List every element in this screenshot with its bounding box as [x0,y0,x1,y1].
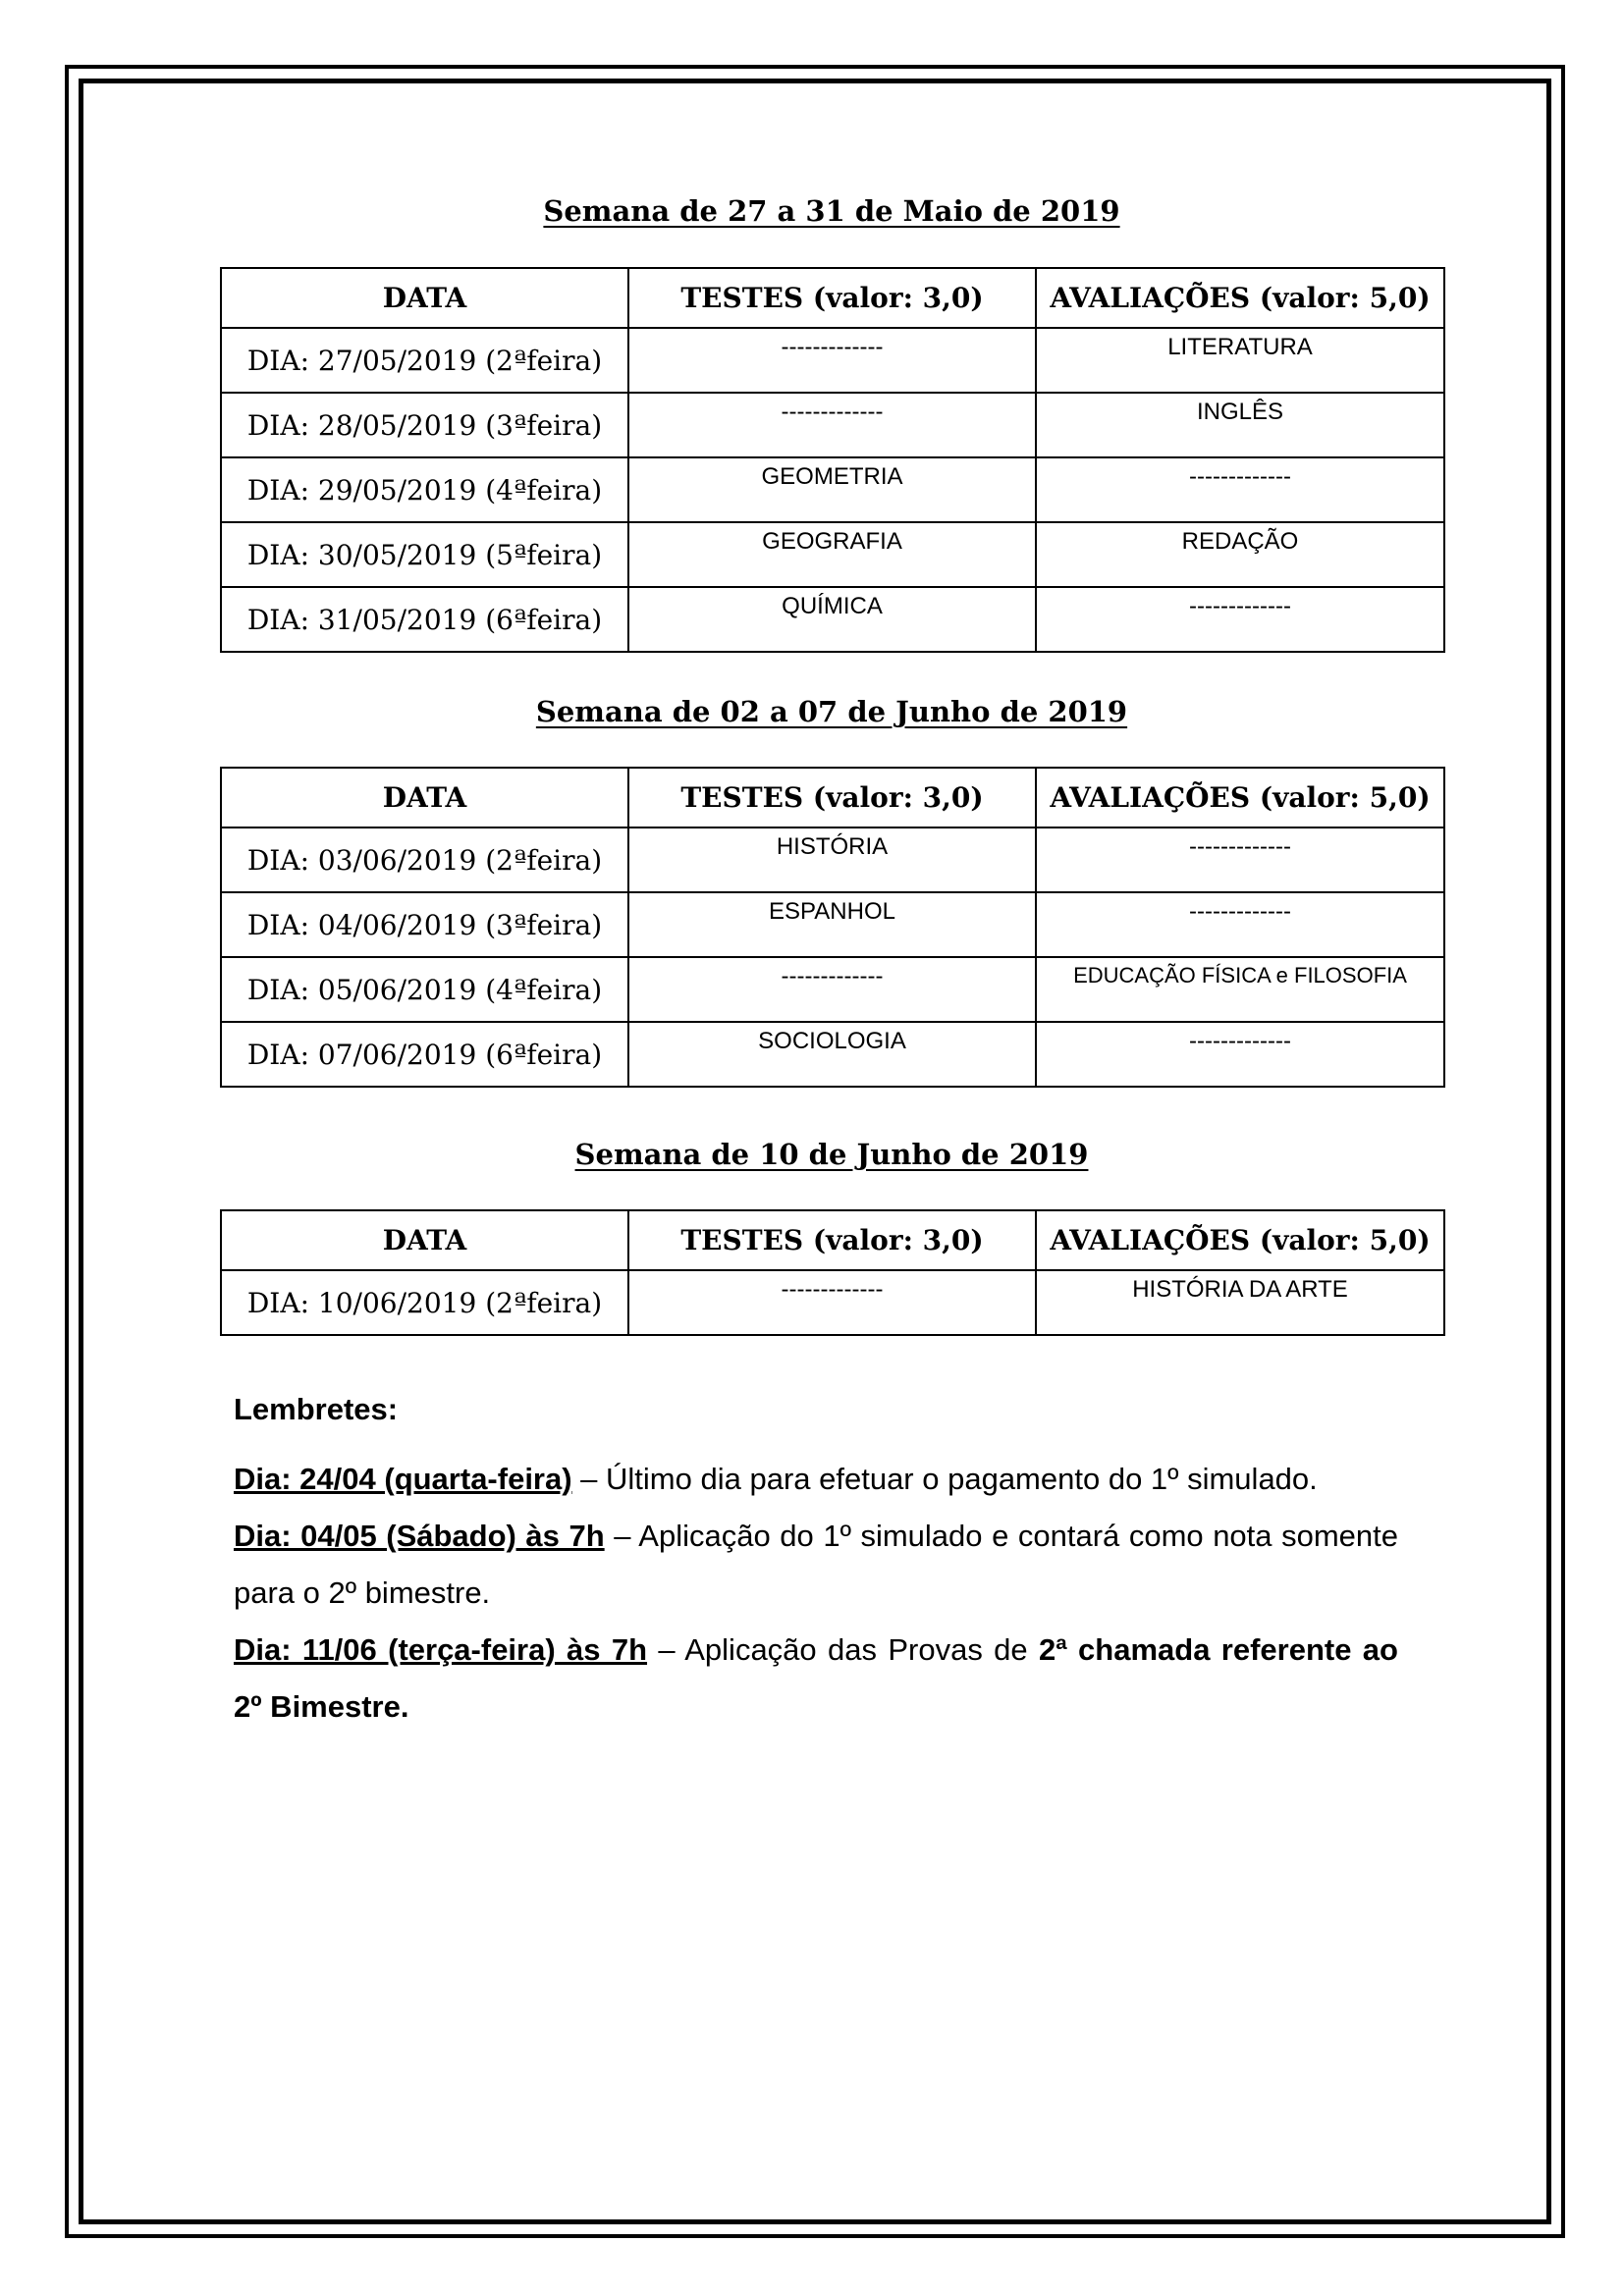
table-row [221,587,1444,652]
teste-cell: ------------- [628,957,1036,1022]
header-data: DATA [221,268,628,328]
teste-cell: ------------- [628,328,1036,393]
table-row [221,328,1444,393]
schedule-table-week-2 [220,767,1445,1088]
table-row [221,393,1444,457]
reminder-text: – Aplicação das Provas de [647,1632,1039,1667]
reminders-section [234,1392,1398,1735]
avaliacao-cell: EDUCAÇÃO FÍSICA e FILOSOFIA [1036,957,1444,1022]
table-row [221,1270,1444,1335]
header-testes: TESTES (valor: 3,0) [628,1210,1036,1270]
reminder-date-label: Dia: 24/04 (quarta-feira) [234,1462,572,1496]
reminder-text: – Último dia para efetuar o pagamento do 1º simulado. [571,1462,1318,1496]
date-cell: DIA: 31/05/2019 (6ªfeira) [221,587,628,652]
reminder-bold-text: 2ª chamada referente ao 2º Bimestre. [234,1632,1398,1724]
table-header-row [221,268,1444,328]
teste-cell: GEOGRAFIA [628,522,1036,587]
teste-cell: ------------- [628,1270,1036,1335]
avaliacao-cell: ------------- [1036,1022,1444,1087]
week-title-2: Semana de 02 a 07 de Junho de 2019 [535,695,1128,728]
date-cell: DIA: 28/05/2019 (3ªfeira) [221,393,628,457]
teste-cell: HISTÓRIA [628,828,1036,892]
teste-cell: QUÍMICA [628,587,1036,652]
reminder-text: – Aplicação do 1º simulado e contará como nota somente para o 2º bimestre. [234,1519,1398,1610]
teste-cell: SOCIOLOGIA [628,1022,1036,1087]
week-title-1: Semana de 27 a 31 de Maio de 2019 [543,194,1120,228]
table-row [221,957,1444,1022]
date-cell: DIA: 05/06/2019 (4ªfeira) [221,957,628,1022]
avaliacao-cell: INGLÊS [1036,393,1444,457]
header-testes: TESTES (valor: 3,0) [628,768,1036,828]
header-data: DATA [221,1210,628,1270]
teste-cell: ESPANHOL [628,892,1036,957]
date-cell: DIA: 29/05/2019 (4ªfeira) [221,457,628,522]
header-avaliacoes: AVALIAÇÕES (valor: 5,0) [1036,768,1444,828]
header-avaliacoes: AVALIAÇÕES (valor: 5,0) [1036,268,1444,328]
avaliacao-cell: ------------- [1036,892,1444,957]
reminder-item [234,1622,1398,1735]
table-row [221,892,1444,957]
date-cell: DIA: 04/06/2019 (3ªfeira) [221,892,628,957]
reminder-item [234,1451,1398,1508]
teste-cell: ------------- [628,393,1036,457]
week-title-3: Semana de 10 de Junho de 2019 [574,1138,1089,1171]
avaliacao-cell: ------------- [1036,457,1444,522]
reminder-date-label: Dia: 04/05 (Sábado) às 7h [234,1519,605,1553]
avaliacao-cell: LITERATURA [1036,328,1444,393]
date-cell: DIA: 03/06/2019 (2ªfeira) [221,828,628,892]
reminder-item [234,1508,1398,1622]
date-cell: DIA: 07/06/2019 (6ªfeira) [221,1022,628,1087]
schedule-table-week-1 [220,267,1445,653]
table-header-row [221,1210,1444,1270]
teste-cell: GEOMETRIA [628,457,1036,522]
table-row [221,1022,1444,1087]
header-data: DATA [221,768,628,828]
table-header-row [221,768,1444,828]
reminders-title: Lembretes: [234,1392,399,1426]
date-cell: DIA: 30/05/2019 (5ªfeira) [221,522,628,587]
header-testes: TESTES (valor: 3,0) [628,268,1036,328]
reminder-date-label: Dia: 11/06 (terça-feira) às 7h [234,1632,648,1667]
avaliacao-cell: HISTÓRIA DA ARTE [1036,1270,1444,1335]
date-cell: DIA: 27/05/2019 (2ªfeira) [221,328,628,393]
table-row [221,457,1444,522]
header-avaliacoes: AVALIAÇÕES (valor: 5,0) [1036,1210,1444,1270]
avaliacao-cell: ------------- [1036,587,1444,652]
avaliacao-cell: ------------- [1036,828,1444,892]
avaliacao-cell: REDAÇÃO [1036,522,1444,587]
table-row [221,828,1444,892]
schedule-table-week-3 [220,1209,1445,1336]
date-cell: DIA: 10/06/2019 (2ªfeira) [221,1270,628,1335]
table-row [221,522,1444,587]
